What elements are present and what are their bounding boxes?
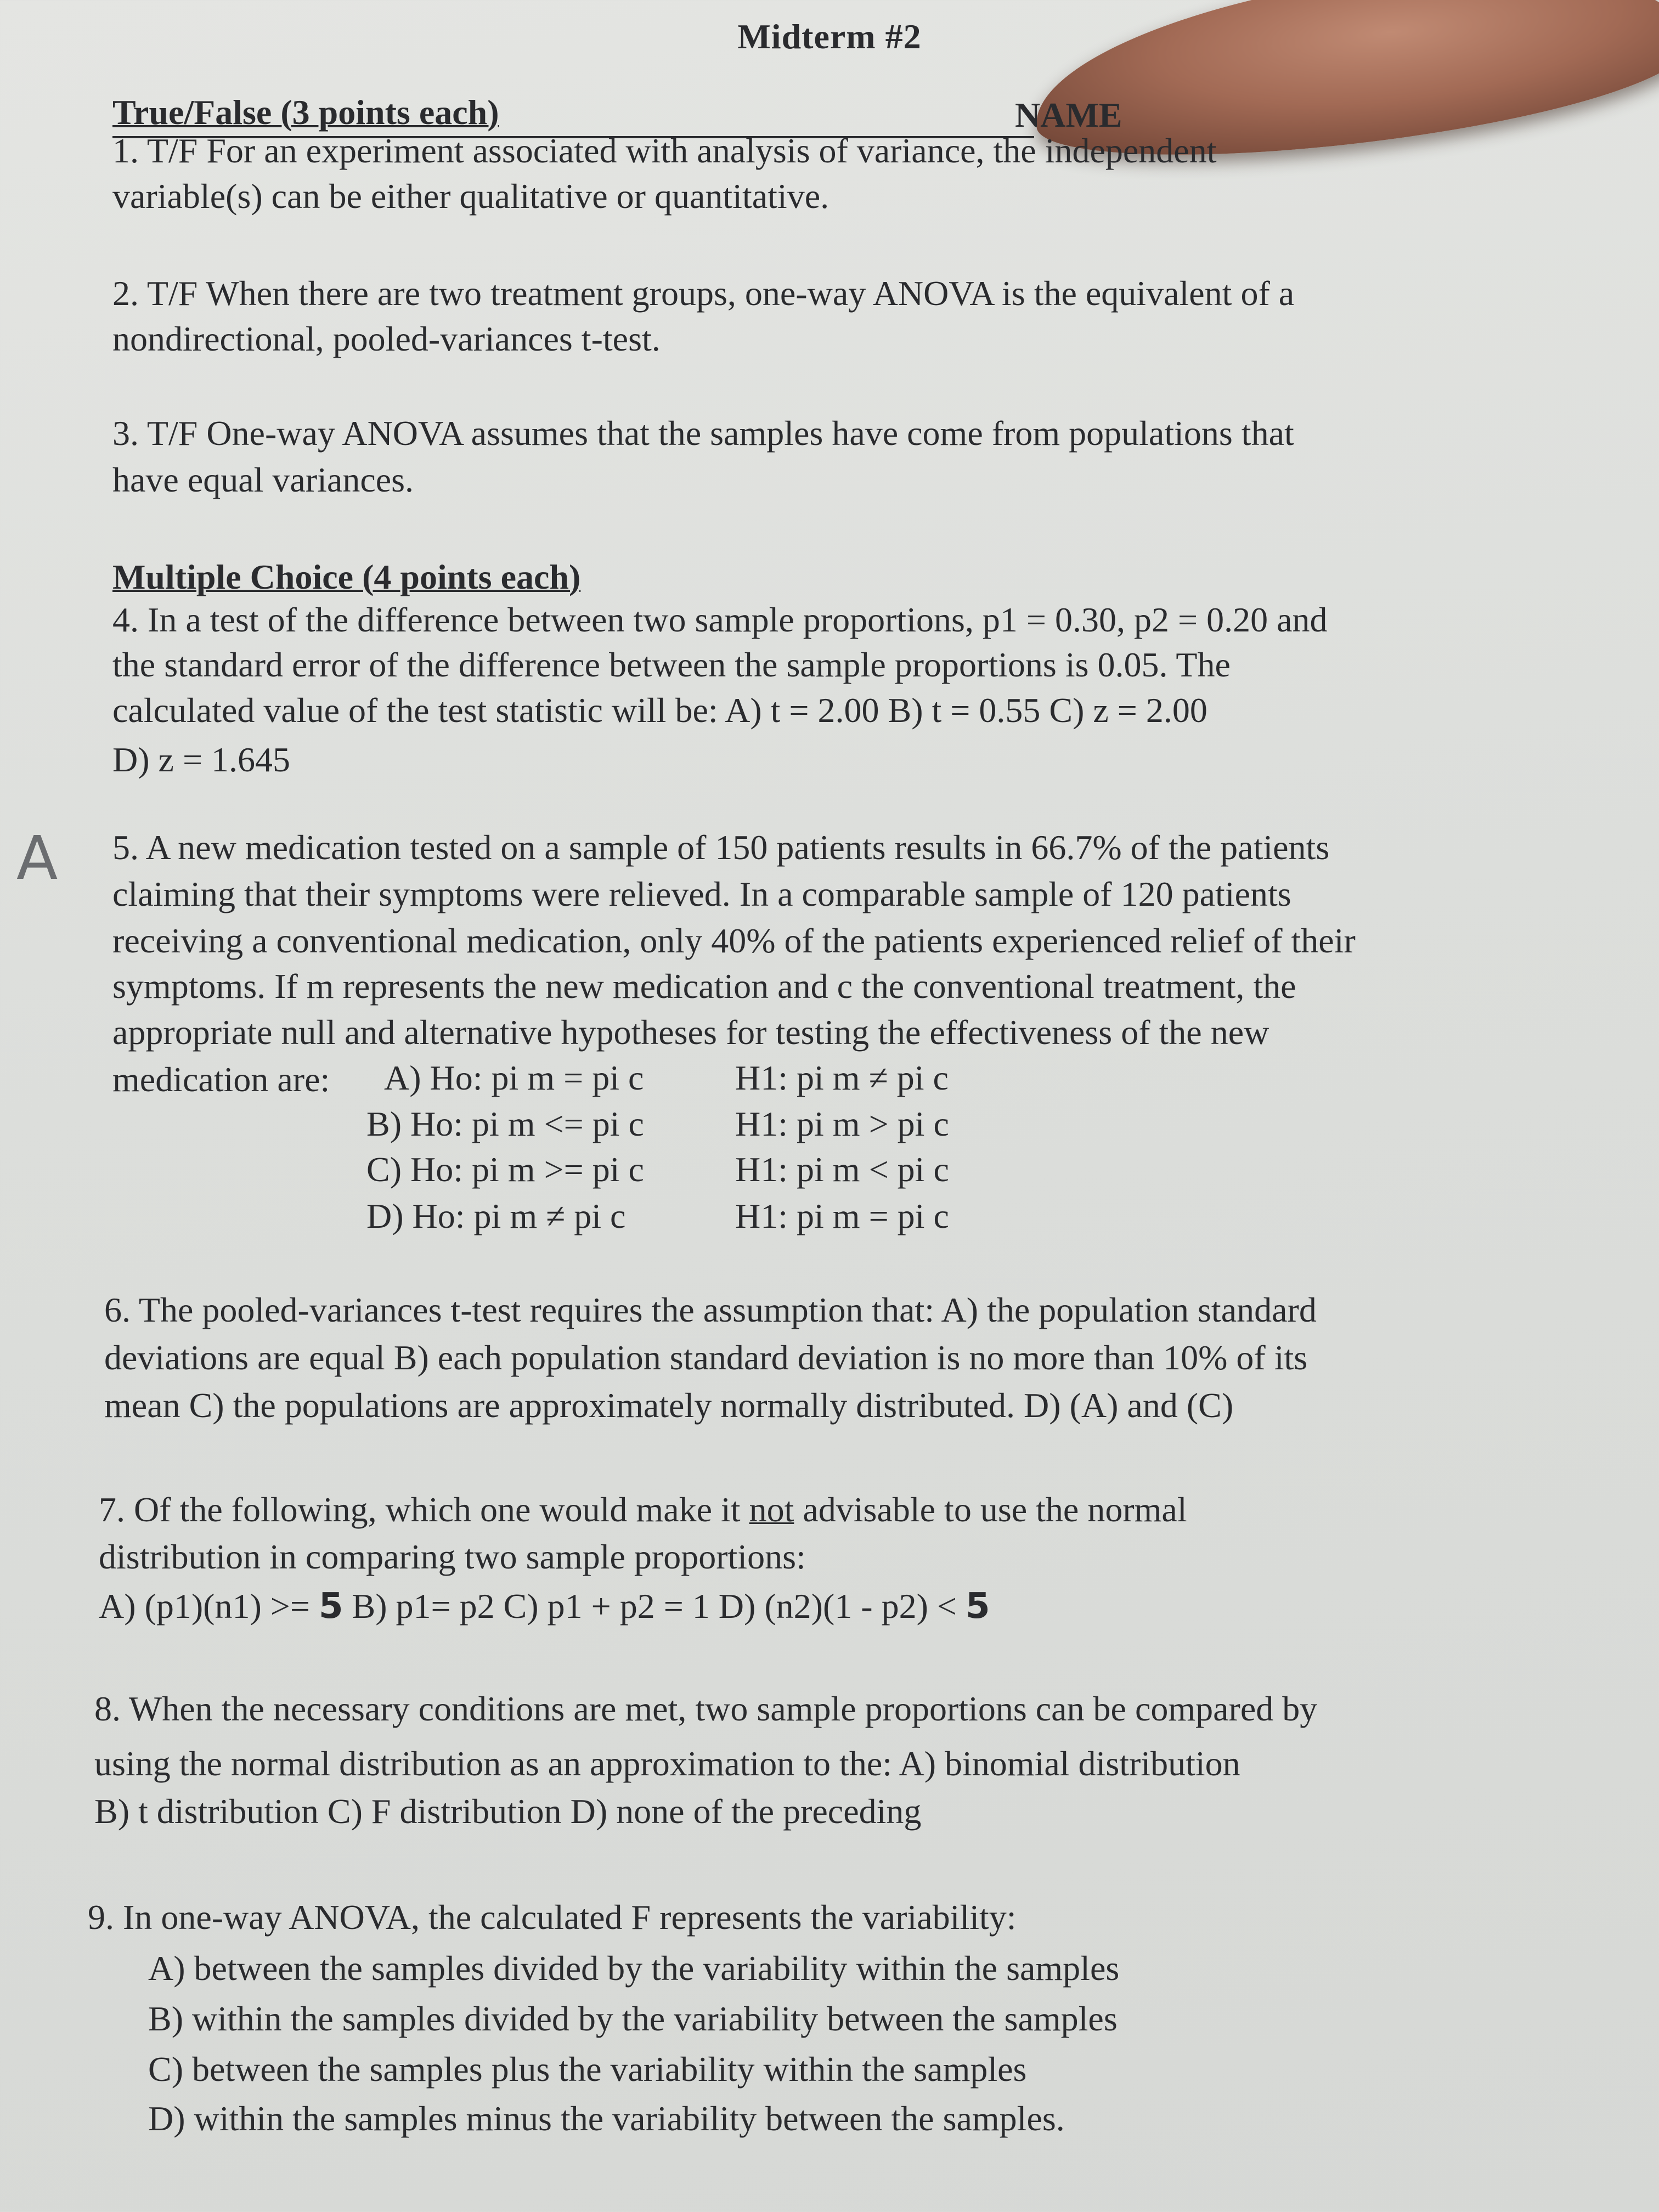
q2-line2: nondirectional, pooled-variances t-test. [112, 319, 661, 358]
q5-line4: symptoms. If m represents the new medication and c the conventional treatment, the [112, 967, 1296, 1006]
q9-option-a: A) between the samples divided by the variability within the samples [148, 1949, 1120, 1988]
q8-line2: using the normal distribution as an approximation to the: A) binomial distribution [94, 1744, 1240, 1783]
q6-line1: 6. The pooled-variances t-test requires the assumption that: A) the population standard [104, 1290, 1317, 1329]
q7-line1-end: advisable to use the normal [794, 1490, 1187, 1529]
q7-handwritten-5a: 5 [318, 1586, 343, 1627]
q9-option-d: D) within the samples minus the variability between the samples. [148, 2099, 1065, 2138]
q7-line3 [99, 1584, 990, 1628]
q9-option-c: C) between the samples plus the variability within the samples [148, 2050, 1027, 2089]
page-title: Midterm #2 [737, 17, 922, 56]
q7-handwritten-5d: 5 [965, 1586, 990, 1627]
q5-option-b-h1: H1: pi m > pi c [735, 1104, 949, 1143]
q6-line3: mean C) the populations are approximately normally distributed. D) (A) and (C) [104, 1386, 1234, 1425]
q7-not-emphasis: not [749, 1490, 794, 1529]
q5-option-d-h1: H1: pi m = pi c [735, 1197, 949, 1235]
name-label: NAME [1015, 95, 1122, 134]
q6-line2: deviations are equal B) each population standard deviation is no more than 10% of its [104, 1338, 1308, 1377]
q5-option-d [366, 1196, 949, 1237]
q5-option-c-h1: H1: pi m < pi c [735, 1150, 949, 1189]
q5-option-b [366, 1104, 949, 1144]
q3-line1: 3. T/F One-way ANOVA assumes that the samples have come from populations that [112, 414, 1294, 453]
q1-line2: variable(s) can be either qualitative or quantitative. [112, 177, 830, 216]
mc-section-heading: Multiple Choice (4 points each) [112, 557, 581, 596]
q1-line1: 1. T/F For an experiment associated with analysis of variance, the independent [112, 131, 1217, 170]
tf-section-heading: True/False (3 points each) [112, 93, 499, 132]
q4-line2: the standard error of the difference between the sample proportions is 0.05. The [112, 645, 1231, 684]
q5-option-a-ho: A) Ho: pi m = pi c [384, 1058, 644, 1097]
q5-line1: 5. A new medication tested on a sample of 150 patients results in 66.7% of the patients [112, 828, 1330, 867]
q5-option-c-ho: C) Ho: pi m >= pi c [366, 1150, 644, 1189]
q9-option-b: B) within the samples divided by the variability between the samples [148, 1999, 1118, 2038]
q5-line5: appropriate null and alternative hypotheses for testing the effectiveness of the new [112, 1013, 1269, 1052]
q8-line1: 8. When the necessary conditions are met, two sample proportions can be compared by [94, 1689, 1318, 1728]
q4-line4: D) z = 1.645 [112, 740, 291, 779]
q7-line2: distribution in comparing two sample proportions: [99, 1537, 806, 1576]
q5-option-a [384, 1058, 949, 1098]
q5-option-c [366, 1149, 949, 1190]
q5-option-d-ho: D) Ho: pi m ≠ pi c [366, 1197, 626, 1235]
q7-line1-start: 7. Of the following, which one would make it [99, 1490, 749, 1529]
q5-option-b-ho: B) Ho: pi m <= pi c [366, 1104, 644, 1143]
q4-line1: 4. In a test of the difference between two sample proportions, p1 = 0.30, p2 = 0.20 and [112, 600, 1328, 639]
margin-answer-mark: A [16, 823, 58, 893]
q5-option-a-h1: H1: pi m ≠ pi c [735, 1058, 949, 1097]
q7-options-bcd: B) p1= p2 C) p1 + p2 = 1 D) (n2)(1 - p2) < [343, 1587, 966, 1626]
q9-line1: 9. In one-way ANOVA, the calculated F represents the variability: [88, 1898, 1017, 1937]
q5-line6-prefix: medication are: [112, 1060, 330, 1099]
q2-line1: 2. T/F When there are two treatment groups, one-way ANOVA is the equivalent of a [112, 274, 1295, 313]
q7-option-a: A) (p1)(n1) >= [99, 1587, 319, 1626]
q3-line2: have equal variances. [112, 460, 414, 499]
q5-line3: receiving a conventional medication, only 40% of the patients experienced relief of their [112, 921, 1356, 960]
q4-line3: calculated value of the test statistic will be: A) t = 2.00 B) t = 0.55 C) z = 2.00 [112, 691, 1207, 730]
q7-line1 [99, 1488, 1187, 1532]
q5-line2: claiming that their symptoms were relieved. In a comparable sample of 120 patients [112, 874, 1291, 913]
q8-line3: B) t distribution C) F distribution D) none of the preceding [94, 1792, 922, 1831]
